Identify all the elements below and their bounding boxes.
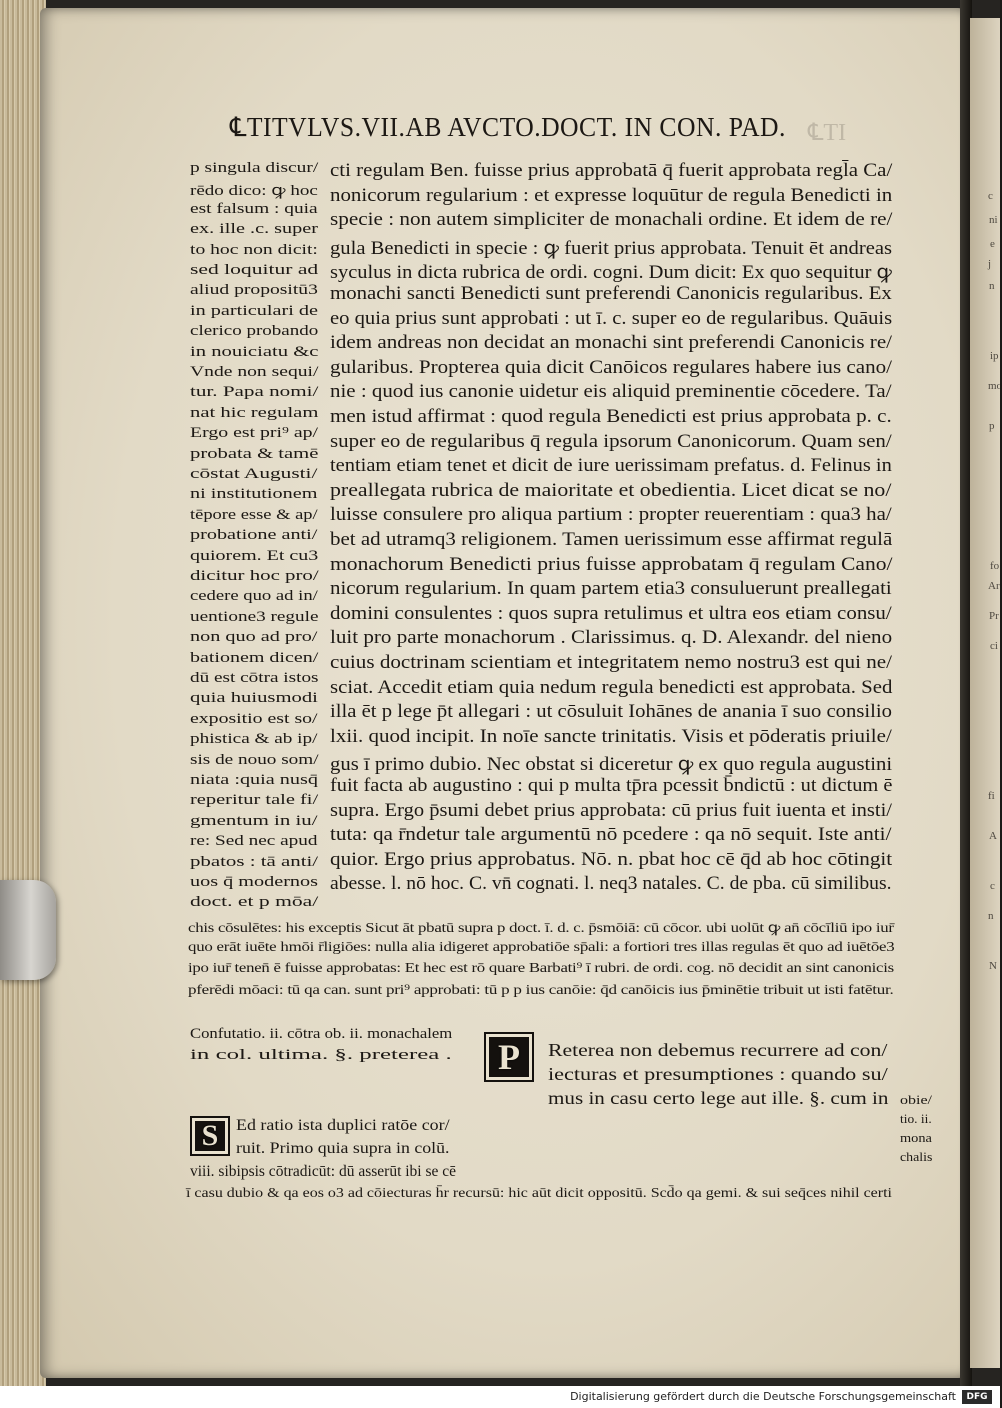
side-line: cedere quo ad in/	[190, 588, 318, 605]
main-line: abesse. l. nō hoc. C. vn̄ cognati. l. neq3 natales. C. de pba. cū similibus.	[330, 873, 892, 895]
sed-ratio-line: Ed ratio ista duplici ratōe cor/	[236, 1117, 450, 1134]
side-line: p singula discur/	[190, 160, 319, 176]
main-line: specie : non autem simpliciter de monachali ordine. Et idem de re/	[330, 209, 893, 231]
side-line: rēdo dico: ꝙ hoc	[190, 183, 318, 200]
page-title: ℄TITVLVS.VII.AB AVCTO.DOCT. IN CON. PAD.	[230, 112, 786, 142]
next-page-fragment: p	[989, 420, 995, 432]
next-page-fragment: Ar	[988, 580, 1000, 592]
next-page-fragment: A	[989, 830, 997, 842]
sed-ratio-line: ruit. Primo quia supra in colū.	[236, 1140, 450, 1157]
side-line: doct. et p mōa/	[190, 894, 319, 911]
side-line: probata & tamē	[190, 445, 319, 462]
side-line: bationem dicen/	[190, 649, 319, 666]
side-line: dicitur hoc pro/	[190, 568, 319, 584]
main-line: super eo de regularibus q̄ regula ipsorum Canonicorum. Quam sen/	[330, 430, 892, 452]
main-line: supra. Ergo p̄sumi debet prius approbata: cū prius fuit iuenta et insti/	[330, 799, 892, 821]
main-line: luit pro parte monachorum . Clarissimus. q. D. Alexandr. del nieno	[330, 627, 893, 649]
preterea-line: mus in casu certo lege aut ille. §. cum in	[548, 1088, 889, 1108]
main-line: gula Benedicti in specie : ꝙ fuerit prius approbata. Tenuit ēt andreas	[330, 237, 893, 259]
initial-p: P	[484, 1032, 534, 1082]
side-line: in nouiciatu &c	[190, 343, 319, 360]
side-line: aliud propositū3	[190, 282, 318, 299]
footnote-line: pferēdi mōaci: tū qa can. sunt pri⁹ approbati: tū p p ius canōie: q̄d canōicis ius p̄minētie tribuit ut isti fatētur.	[188, 982, 894, 998]
side-line: tur. Papa nomi/	[190, 384, 319, 401]
side-line: nat hic regulam	[190, 404, 319, 421]
side-line: to hoc non dicit:	[190, 241, 318, 258]
confutatio-line: in col. ultima. §. preterea .	[190, 1047, 452, 1063]
initial-s: S	[190, 1116, 230, 1156]
side-line: phistica & ab ip/	[190, 731, 318, 748]
side-line: quiorem. Et cu3	[190, 547, 319, 564]
side-line: sis de nouo som/	[190, 751, 319, 768]
side-line: cōstat Augusti/	[190, 466, 318, 482]
main-line: tentiam etiam tenet et dicit de iure uerissimam prefatus. d. Felinus in	[330, 455, 892, 477]
next-page-fragment: fi	[988, 790, 995, 802]
side-line: in particulari de	[190, 302, 318, 319]
main-line: monachorum Benedicti prius fuisse approbatam q̄ regulam Cano/	[330, 553, 893, 575]
next-page-fragment: n	[988, 910, 994, 922]
sed-ratio-line: ī casu dubio & qa eos o3 ad cōiecturas h̄r recursū: hic aūt dicit oppositū. Scd̄o qa gemi. & sui seq̄ces nihil certi	[186, 1186, 892, 1201]
page-clip	[0, 880, 56, 980]
side-line: Vnde non sequi/	[190, 364, 319, 380]
footer-credit: Digitalisierung gefördert durch die Deutsche Forschungsgemeinschaft	[570, 1390, 956, 1403]
next-page-fragment: j	[988, 258, 992, 270]
main-line: monachi sancti Benedicti sunt preferendi Canonicis regularibus. Ex	[330, 283, 892, 304]
margin-note-line: chalis	[900, 1149, 933, 1164]
main-line: luisse consulere pro aliqua partium : propter reuerentiam : qua3 ha/	[330, 504, 892, 526]
main-line: cuius doctrinam scientiam et integritatem nemo nostru3 est qui ne/	[330, 652, 893, 673]
main-line: quior. Ergo prius approbatus. Nō. n. pbat hoc cē q̄d ab hoc cōtingit	[330, 848, 893, 870]
main-line: preallegata rubrica de maioritate et obedientia. Licet dicat se no/	[330, 479, 892, 501]
main-line: nie : quod ius canonie uidetur eis aliquid preminentie cōcedere. Ta/	[330, 381, 892, 403]
main-line: eo quia prius sunt approbati : ut ī. c. super eo de regularibus. Quāuis	[330, 307, 893, 329]
side-line: Ergo est pri⁹ ap/	[190, 425, 319, 442]
next-page-fragment: ci	[990, 640, 998, 652]
side-line: tēpore esse & ap/	[190, 506, 318, 523]
next-page-fragment: n	[989, 280, 995, 292]
main-line: domini consulentes : quos supra retulimus et ultra eos etiam consu/	[330, 602, 892, 624]
next-page-fragment: e	[990, 238, 995, 250]
side-line: est falsum : quia	[190, 200, 318, 217]
footnote-line: ipo iur̄ tenen̄ ē fuisse approbatas: Et hec est rō quare Barbati⁹ ī rubri. de ordi. cog. nō decidit an sint canonicis	[188, 961, 894, 976]
side-line: uos q̄ modernos	[190, 874, 318, 890]
next-page-fragment: fo	[990, 560, 1000, 572]
next-page-fragment: ni	[989, 214, 998, 226]
margin-note-line: obie/	[900, 1092, 932, 1107]
side-line: reperitur tale fi/	[190, 792, 319, 809]
margin-note-line: mona	[900, 1130, 932, 1145]
side-line: probatione anti/	[190, 527, 318, 544]
footnote-line: quo erāt iuēte hmōi r̄ligiōes: nulla alia idigeret approbatiōe sp̄ali: a fortiori tres illas regulas ēt quo ad iuētōe3	[188, 939, 895, 955]
main-line: syculus in dicta rubrica de ordi. cogni. Dum dicit: Ex quo sequitur ꝙ	[330, 262, 892, 284]
side-line: non quo ad pro/	[190, 629, 318, 646]
side-line: quia huiusmodi	[190, 690, 318, 707]
next-page-fragment: ip	[990, 350, 999, 362]
main-line: tuta: qa r̄ndetur tale argumentū nō pcedere : qa nō sequit. Iste anti/	[330, 824, 892, 846]
sed-ratio-line: viii. sibipsis cōtradicūt: dū asserūt ibi se cē	[190, 1163, 457, 1180]
main-line: sciat. Accedit etiam quia nedum regula benedicti est approbata. Sed	[330, 676, 893, 698]
side-line: re: Sed nec apud	[190, 833, 318, 850]
side-line: sed loquitur ad	[190, 262, 319, 278]
side-line: expositio est so/	[190, 710, 318, 727]
side-line: pbatos : tā anti/	[190, 853, 319, 870]
side-line: ni institutionem	[190, 486, 318, 503]
footnote-line: chis cōsulētes: his exceptis Sicut āt pbatū supra p doct. ī. d. c. p̄smōiā: cū cōcor. ubi uolūt ꝙ an̄ cōcīliū ipo iur̄	[188, 921, 894, 936]
main-line: idem andreas non decidat an monachi sint preferendi Canonicis re/	[330, 332, 893, 354]
main-line: nonicorum regularium : et expresse loquūtur de regula Benedicti in	[330, 184, 893, 206]
dfg-logo: DFG	[962, 1390, 992, 1404]
next-page-fragment: mo	[988, 380, 1002, 392]
main-line: gularibus. Propterea quia dicit Canōicos regulares habere ius cano/	[330, 356, 893, 378]
main-line: lxii. quod incipit. In noīe sancte trinitatis. Visis et pōderatis priuile/	[330, 725, 892, 747]
next-page-fragment: N	[989, 960, 997, 972]
side-line: niata :quia nusq̄	[190, 772, 318, 788]
main-line: illa ēt p lege p̄t allegari : ut cōsuluit Iohānes de anania ī suo consilio	[330, 701, 893, 723]
show-through-title: ℄TI	[808, 120, 847, 146]
next-page-fragment: c	[990, 880, 995, 892]
main-line: cti regulam Ben. fuisse prius approbatā q̄ fuerit approbata regl̄a Ca/	[330, 160, 893, 181]
side-line: clerico probando	[190, 323, 319, 340]
confutatio-line: Confutatio. ii. cōtra ob. ii. monachalem	[190, 1026, 453, 1042]
margin-note-line: tio. ii.	[900, 1111, 932, 1126]
preterea-line: iecturas et presumptiones : quando su/	[548, 1064, 888, 1084]
main-line: gus ī primo dubio. Nec obstat si diceretur ꝙ ex quo regula augustini	[330, 754, 893, 776]
side-line: uentione3 regule	[190, 608, 319, 625]
main-line: men istud affirmat : quod regula Benedicti est prius approbata p. c.	[330, 406, 892, 427]
side-line: ex. ille .c. super	[190, 221, 318, 238]
side-line: dū est cōtra istos	[190, 670, 319, 686]
main-line: fuit facta ab augustino : qui p multa tp̄ra pcessit b̄ndictū : ut dictum ē	[330, 775, 893, 796]
side-line: gmentum in iu/	[190, 812, 318, 829]
main-line: bet ad utramq3 religionem. Tamen uerissimum esse affirmat regulā	[330, 529, 893, 550]
next-page-fragment: c	[988, 190, 993, 202]
preterea-line: Reterea non debemus recurrere ad con/	[548, 1040, 888, 1060]
main-line: nicorum regularium. In quam partem etia3 consuluerunt preallegati	[330, 578, 892, 600]
next-page-fragment: Pr	[989, 610, 999, 622]
footer-bar	[0, 1386, 1000, 1408]
